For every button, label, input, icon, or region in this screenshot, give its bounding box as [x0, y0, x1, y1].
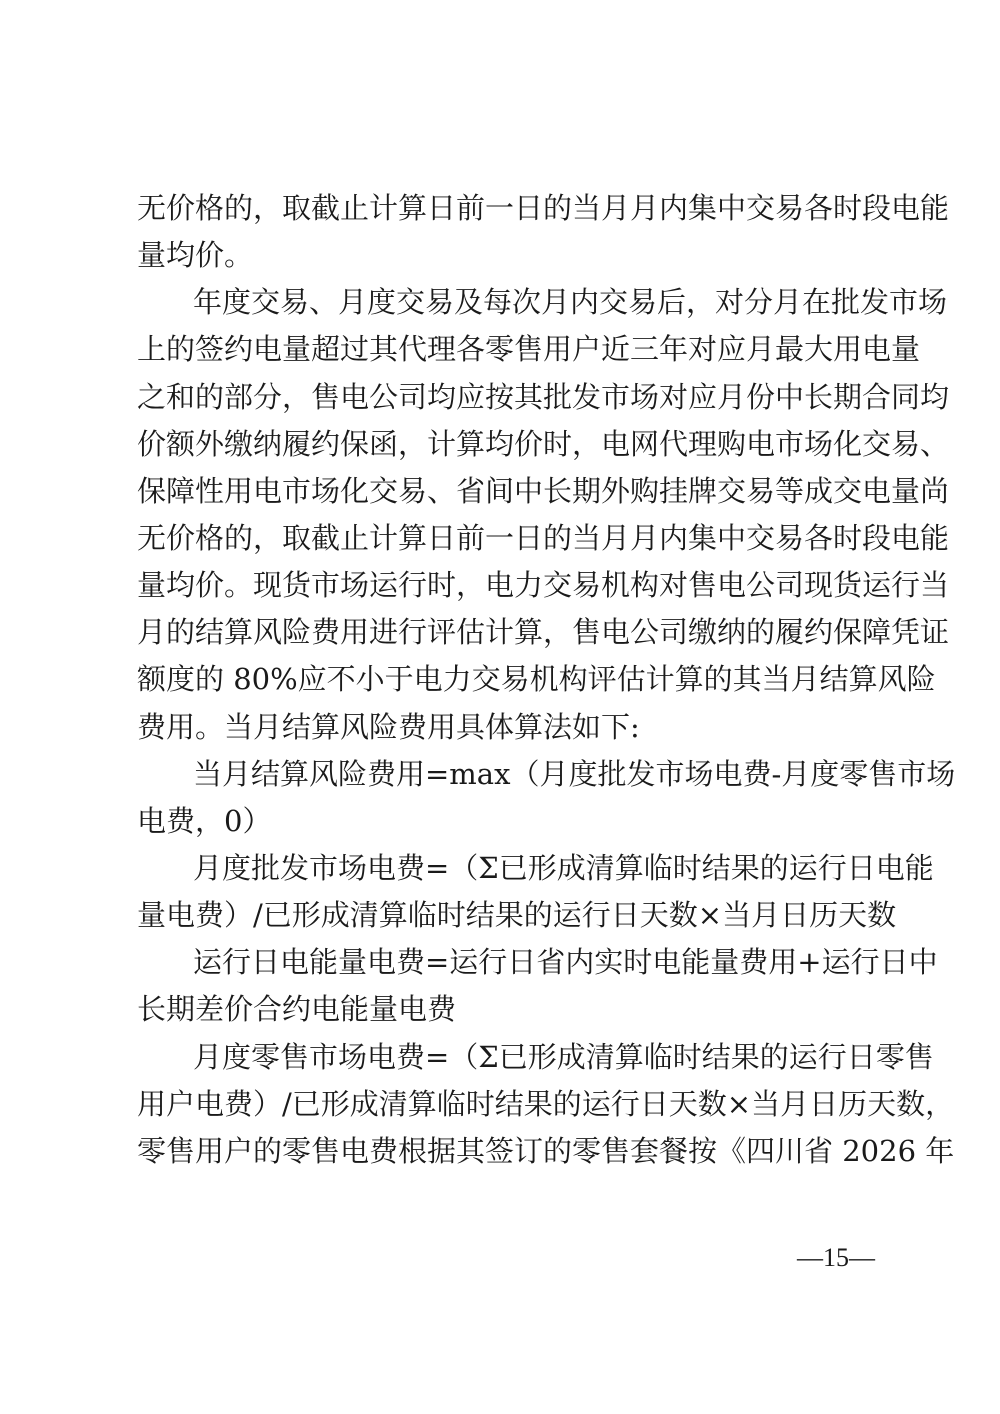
text-line: 量均价。现货市场运行时，电力交易机构对售电公司现货运行当 — [137, 568, 950, 603]
text-line: 长期差价合约电能量电费 — [137, 992, 457, 1027]
text-line: 零售用户的零售电费根据其签订的零售套餐按《四川省 2026 年 — [137, 1133, 955, 1168]
text-line: 量电费）/已形成清算临时结果的运行日天数×当月日历天数 — [137, 898, 897, 933]
text-line: 费用。当月结算风险费用具体算法如下: — [137, 709, 640, 744]
document-body — [137, 185, 956, 1175]
text-line: 无价格的，取截止计算日前一日的当月月内集中交易各时段电能 — [137, 191, 950, 225]
page-number: —15— — [797, 1243, 875, 1272]
text-line: 月度批发市场电费=（Σ已形成清算临时结果的运行日电能 — [193, 850, 934, 885]
text-line: 用户电费）/已形成清算临时结果的运行日天数×当月日历天数， — [137, 1086, 955, 1121]
text-line: 保障性用电市场化交易、省间中长期外购挂牌交易等成交电量尚 — [137, 473, 950, 508]
text-line: 月度零售市场电费=（Σ已形成清算临时结果的运行日零售 — [193, 1039, 934, 1074]
text-line: 当月结算风险费用=max（月度批发市场电费-月度零售市场 — [193, 756, 956, 791]
text-line: 上的签约电量超过其代理各零售用户近三年对应月最大用电量 — [137, 332, 921, 367]
text-line: 量均价。 — [137, 238, 254, 273]
text-line: 年度交易、月度交易及每次月内交易后，对分月在批发市场 — [193, 285, 948, 320]
text-line: 价额外缴纳履约保函，计算均价时，电网代理购电市场化交易、 — [137, 426, 950, 461]
text-line: 电费，0） — [137, 803, 272, 838]
text-line: 无价格的，取截止计算日前一日的当月月内集中交易各时段电能 — [137, 520, 950, 555]
text-line: 运行日电能量电费=运行日省内实时电能量费用+运行日中 — [193, 945, 938, 980]
text-line: 额度的 80%应不小于电力交易机构评估计算的其当月结算风险 — [137, 662, 936, 697]
text-line: 之和的部分，售电公司均应按其批发市场对应月份中长期合同均 — [137, 379, 950, 414]
text-line: 月的结算风险费用进行评估计算，售电公司缴纳的履约保障凭证 — [137, 615, 950, 650]
